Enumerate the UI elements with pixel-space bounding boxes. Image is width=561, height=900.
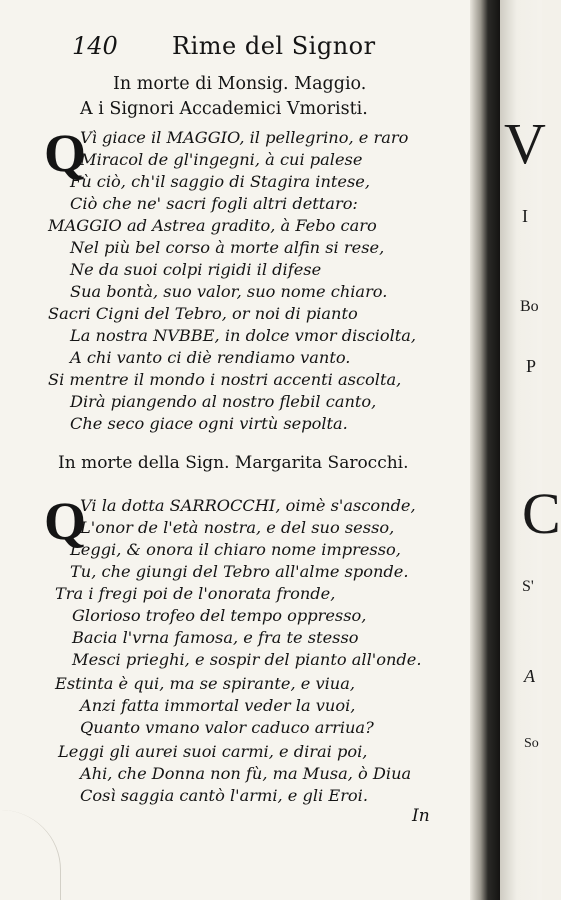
verse-line: Leggi gli aurei suoi carmi, e dirai poi,	[58, 742, 368, 761]
verse-line: Sacri Cigni del Tebro, or noi di pianto	[48, 304, 358, 323]
book-gutter	[470, 0, 500, 900]
verse-line: Ciò che ne' sacri fogli altri dettaro:	[70, 194, 358, 213]
facing-fragment: I	[522, 206, 528, 226]
verse-line: Nel più bel corso à morte alfin si rese,	[70, 238, 385, 257]
running-head: Rime del Signor	[172, 32, 376, 60]
verse-line: Anzi fatta immortal veder la vuoi,	[80, 696, 356, 715]
verse-line: Sua bontà, suo valor, suo nome chiaro.	[70, 282, 388, 301]
poem2-drop-cap: Q	[44, 491, 87, 551]
verse-line: Estinta è qui, ma se spirante, e viua,	[55, 674, 355, 693]
page-stain	[0, 810, 61, 900]
verse-line: Così saggia cantò l'armi, e gli Eroi.	[80, 786, 368, 805]
verse-line: A chi vanto ci diè rendiamo vanto.	[70, 348, 351, 367]
verse-line: Vi la dotta SARROCCHI, oimè s'asconde,	[80, 496, 416, 515]
poem1-drop-cap: Q	[44, 123, 87, 183]
poem1-title: In morte di Monsig. Maggio.	[113, 74, 367, 94]
facing-fragment: S'	[522, 578, 534, 595]
verse-line: Fù ciò, ch'il saggio di Stagira intese,	[70, 172, 370, 191]
facing-fragment: C	[522, 481, 561, 546]
verse-line: Mesci prieghi, e sospir del pianto all'onde.	[72, 650, 422, 669]
page-number: 140	[72, 32, 118, 60]
verse-line: Bacia l'vrna famosa, e fra te stesso	[72, 628, 359, 647]
facing-fragment: V	[504, 111, 546, 176]
poem1-dedication: A i Signori Accademici Vmoristi.	[80, 99, 368, 119]
verse-line: Ne da suoi colpi rigidi il difese	[70, 260, 322, 279]
verse-line: Quanto vmano valor caduco arriua?	[80, 718, 374, 737]
verse-line: L'onor de l'età nostra, e del suo sesso,	[80, 518, 395, 537]
verse-line: Si mentre il mondo i nostri accenti ascolta,	[48, 370, 402, 389]
verse-line: Miracol de gl'ingegni, à cui palese	[80, 150, 363, 169]
page-header	[72, 32, 462, 66]
facing-fragment: P	[526, 356, 537, 376]
facing-fragment: A	[524, 666, 535, 686]
verse-line: Tu, che giungi del Tebro all'alme sponde.	[70, 562, 409, 581]
verse-line: Ahi, che Donna non fù, ma Musa, ò Diua	[80, 764, 412, 783]
poem2-title: In morte della Sign. Margarita Sarocchi.	[58, 453, 409, 473]
verse-line: MAGGIO ad Astrea gradito, à Febo caro	[48, 216, 377, 235]
verse-line: Tra i fregi poi de l'onorata fronde,	[55, 584, 336, 603]
verse-line: Che seco giace ogni virtù sepolta.	[70, 414, 348, 433]
verse-line: Dirà piangendo al nostro flebil canto,	[70, 392, 377, 411]
verse-line: Vì giace il MAGGIO, il pellegrino, e raro	[80, 128, 409, 147]
facing-fragment: Bo	[520, 298, 539, 315]
catchword: In	[412, 806, 430, 826]
verse-line: La nostra NVBBE, in dolce vmor disciolta,	[70, 326, 417, 345]
facing-page-edge	[500, 0, 561, 900]
verse-line: Glorioso trofeo del tempo oppresso,	[72, 606, 367, 625]
facing-fragment: So	[524, 736, 539, 751]
verse-line: Leggi, & onora il chiaro nome impresso,	[70, 540, 401, 559]
